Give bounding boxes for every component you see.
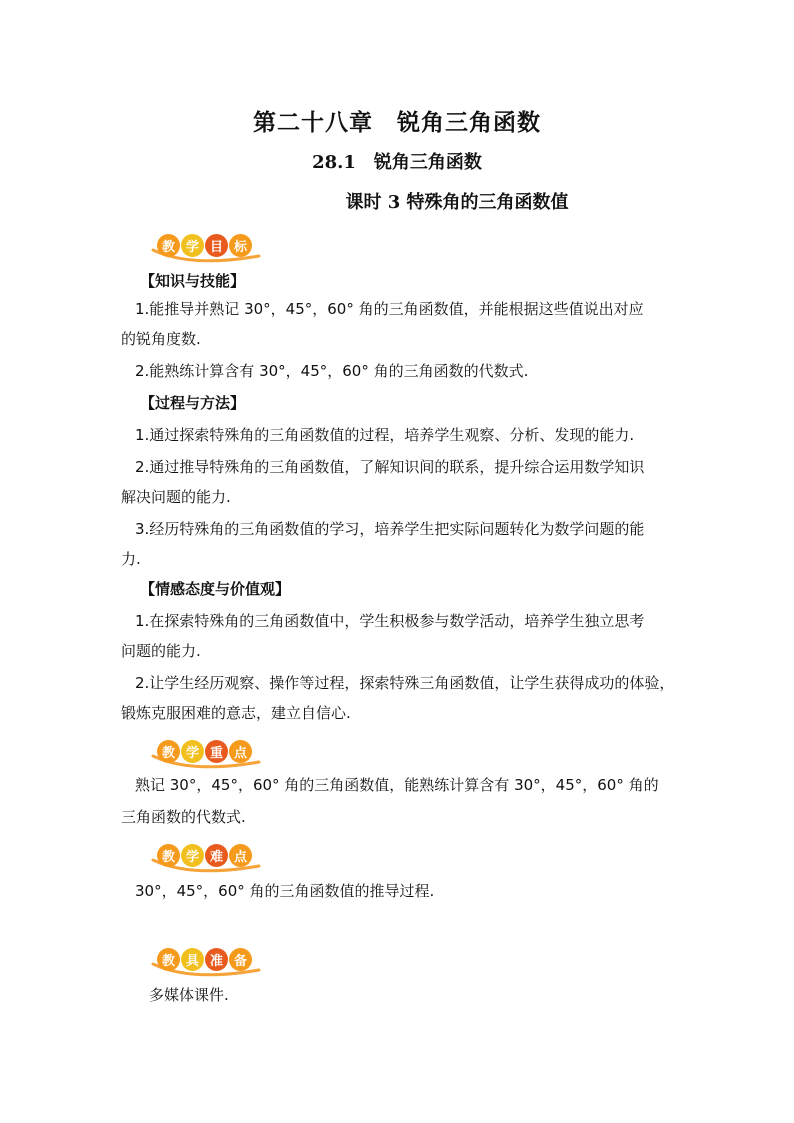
text-line: 1.能推导并熟记 30°，45°，60° 角的三角函数值，并能根据这些值说出对应 bbox=[135, 300, 644, 318]
process-item-2: 2.通过推导特殊角的三角函数值，了解知识间的联系，提升综合运用数学知识 bbox=[135, 458, 645, 476]
badge-char: 教 bbox=[157, 844, 180, 867]
badge-char: 重 bbox=[205, 740, 228, 763]
knowledge-item-1-cont: 的锐角度数. bbox=[121, 330, 201, 348]
key-points-line-1: 熟记 30°，45°，60° 角的三角函数值，能熟练计算含有 30°，45°，60° 角的 bbox=[135, 776, 659, 794]
badge-char: 学 bbox=[181, 740, 204, 763]
badge-char: 难 bbox=[205, 844, 228, 867]
section-name: 锐角三角函数 bbox=[373, 152, 482, 173]
lesson-number: 3 bbox=[387, 192, 401, 213]
badge-char: 点 bbox=[229, 740, 252, 763]
lesson-title bbox=[60, 188, 794, 214]
lesson-label: 课时 bbox=[345, 192, 382, 213]
badge-char: 备 bbox=[229, 948, 252, 971]
badge-char: 学 bbox=[181, 234, 204, 257]
badge-materials bbox=[157, 946, 253, 972]
process-item-1: 1.通过探索特殊角的三角函数值的过程，培养学生观察、分析、发现的能力. bbox=[135, 426, 635, 444]
attitude-heading: 【情感态度与价值观】 bbox=[140, 580, 291, 598]
badge-teaching-goals bbox=[157, 232, 253, 258]
process-item-3-cont: 力. bbox=[121, 550, 141, 568]
badge-char: 准 bbox=[205, 948, 228, 971]
badge-char: 目 bbox=[205, 234, 228, 257]
badge-char: 教 bbox=[157, 740, 180, 763]
badge-char: 教 bbox=[157, 948, 180, 971]
badge-char: 具 bbox=[181, 948, 204, 971]
badge-key-points bbox=[157, 738, 253, 764]
knowledge-heading: 【知识与技能】 bbox=[140, 272, 246, 290]
lesson-name: 特殊角的三角函数值 bbox=[406, 192, 569, 213]
knowledge-item-2: 2.能熟练计算含有 30°，45°，60° 角的三角函数的代数式. bbox=[135, 362, 529, 380]
knowledge-item-1 bbox=[121, 296, 681, 323]
attitude-item-1: 1.在探索特殊角的三角函数值中，学生积极参与数学活动，培养学生独立思考 bbox=[135, 612, 645, 630]
difficulties-line: 30°，45°，60° 角的三角函数值的推导过程. bbox=[135, 882, 435, 900]
badge-difficulties bbox=[157, 842, 253, 868]
badge-char: 标 bbox=[229, 234, 252, 257]
chapter-title: 第二十八章 锐角三角函数 bbox=[253, 110, 541, 136]
process-item-3: 3.经历特殊角的三角函数值的学习，培养学生把实际问题转化为数学问题的能 bbox=[135, 520, 645, 538]
materials-line: 多媒体课件. bbox=[149, 986, 229, 1004]
process-item-2-cont: 解决问题的能力. bbox=[121, 488, 231, 506]
attitude-item-2-cont: 锻炼克服困难的意志，建立自信心. bbox=[121, 704, 351, 722]
badge-char: 教 bbox=[157, 234, 180, 257]
section-number: 28.1 bbox=[312, 152, 356, 173]
attitude-item-1-cont: 问题的能力. bbox=[121, 642, 201, 660]
badge-char: 学 bbox=[181, 844, 204, 867]
section-title bbox=[0, 148, 794, 174]
badge-char: 点 bbox=[229, 844, 252, 867]
process-heading: 【过程与方法】 bbox=[140, 394, 246, 412]
key-points-line-2: 三角函数的代数式. bbox=[121, 808, 246, 826]
attitude-item-2: 2.让学生经历观察、操作等过程，探索特殊三角函数值，让学生获得成功的体验， bbox=[135, 674, 675, 692]
